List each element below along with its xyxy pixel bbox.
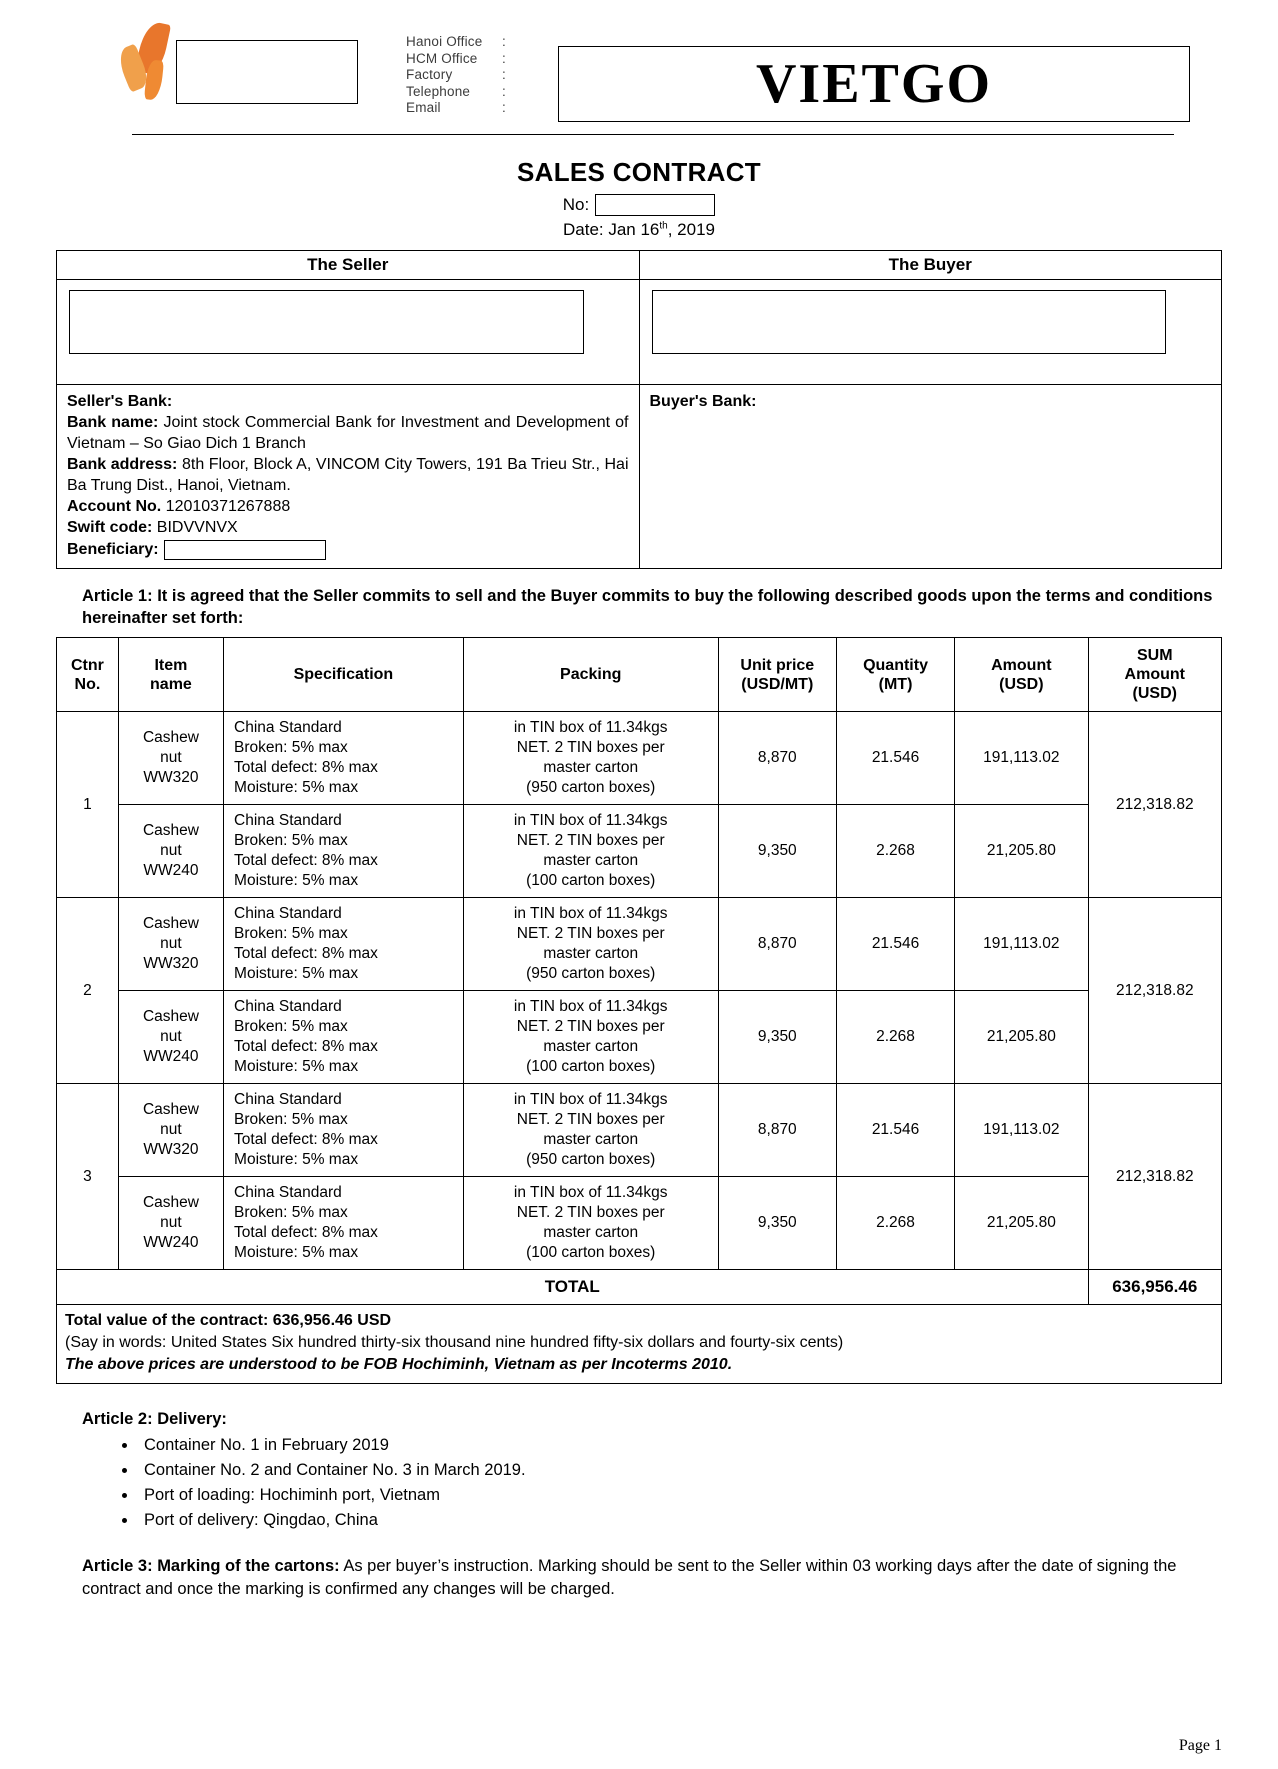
cell-amount: 191,113.02 — [955, 1084, 1088, 1177]
cell-sum-amount: 212,318.82 — [1088, 898, 1221, 1084]
contact-label: HCM Office — [406, 50, 478, 66]
cell-quantity: 2.268 — [836, 991, 954, 1084]
col-header-item-name: Item name — [118, 638, 223, 712]
totals-note — [56, 1305, 1222, 1384]
cell-ctnr-no: 2 — [57, 898, 119, 1084]
contract-date-sup: th — [659, 220, 668, 232]
article2-heading: Article 2: Delivery: — [82, 1410, 227, 1428]
cell-packing: in TIN box of 11.34kgs NET. 2 TIN boxes per master carton (100 carton boxes) — [463, 991, 718, 1084]
contact-label: Factory — [406, 67, 453, 82]
table-row — [57, 712, 1222, 805]
beneficiary-label: Beneficiary: — [67, 541, 159, 558]
cell-ctnr-no: 1 — [57, 712, 119, 898]
buyer-bank-label: Buyer's Bank: — [649, 393, 757, 410]
table-row — [57, 1177, 1222, 1270]
goods-table — [56, 637, 1222, 1305]
bank-address-value: 8th Floor, Block A, VINCOM City Towers, 191 Ba Trieu Str., Hai Ba Trung Dist., Hanoi, Vietnam. — [67, 456, 629, 494]
cell-unit-price: 9,350 — [718, 805, 836, 898]
article3 — [82, 1555, 1196, 1601]
logo-name-blank — [176, 40, 358, 104]
article3-text: As per buyer’s instruction. Marking should be sent to the Seller within 03 working days after the date of signing the contract and once the marking is confirmed any changes will be charged. — [82, 1557, 1177, 1598]
seller-info-input[interactable] — [69, 290, 584, 354]
contact-label: Telephone — [406, 83, 471, 99]
contact-row-factory: Factory : — [406, 67, 506, 82]
cell-ctnr-no: 3 — [57, 1084, 119, 1270]
letterhead — [56, 18, 1222, 122]
bank-name-label: Bank name: — [67, 414, 159, 431]
buyer-header: The Buyer — [639, 251, 1222, 280]
contact-block — [406, 34, 516, 117]
contact-row-hanoi: Hanoi Office : — [406, 34, 506, 49]
col-header-ctnr-no: Ctnr No. — [57, 638, 119, 712]
contact-row-hcm: HCM Office : — [406, 50, 506, 66]
cell-specification: China Standard Broken: 5% max Total defect: 8% max Moisture: 5% max — [224, 1084, 464, 1177]
account-label: Account No. — [67, 498, 162, 515]
col-header-quantity: Quantity (MT) — [836, 638, 954, 712]
seller-header: The Seller — [57, 251, 640, 280]
incoterms-note: The above prices are understood to be FOB Hochiminh, Vietnam as per Incoterms 2010. — [65, 1356, 733, 1373]
buyer-info-cell — [639, 280, 1222, 385]
cell-unit-price: 8,870 — [718, 712, 836, 805]
contact-row-telephone: Telephone : — [406, 83, 506, 99]
cell-sum-amount: 212,318.82 — [1088, 712, 1221, 898]
parties-table — [56, 250, 1222, 569]
table-row — [57, 991, 1222, 1084]
bank-name-value: Joint stock Commercial Bank for Investment and Development of Vietnam – So Giao Dich 1 Branch — [67, 414, 629, 452]
brand-name: VIETGO — [755, 53, 993, 115]
col-header-sum-amount: SUM Amount (USD) — [1088, 638, 1221, 712]
account-value: 12010371267888 — [165, 498, 291, 515]
swift-label: Swift code: — [67, 519, 153, 536]
contract-no-input[interactable] — [595, 194, 715, 216]
table-total-row — [57, 1270, 1222, 1305]
cell-packing: in TIN box of 11.34kgs NET. 2 TIN boxes per master carton (950 carton boxes) — [463, 1084, 718, 1177]
table-row — [57, 805, 1222, 898]
total-contract-value: 636,956.46 USD — [272, 1312, 392, 1329]
article2-bullets — [116, 1433, 1222, 1533]
contact-row-email: Email : — [406, 100, 506, 115]
total-label: TOTAL — [57, 1270, 1089, 1305]
seller-bank-cell — [57, 385, 640, 569]
contract-no-label: No: — [562, 195, 590, 214]
cell-amount: 21,205.80 — [955, 805, 1088, 898]
cell-item-name: Cashew nut WW320 — [118, 898, 223, 991]
cell-unit-price: 8,870 — [718, 898, 836, 991]
goods-table-header-row — [57, 638, 1222, 712]
contact-label: Hanoi Office — [406, 34, 483, 49]
cell-amount: 191,113.02 — [955, 898, 1088, 991]
total-contract-value-label: Total value of the contract: — [65, 1312, 269, 1329]
cell-quantity: 2.268 — [836, 1177, 954, 1270]
col-header-specification: Specification — [224, 638, 464, 712]
beneficiary-input[interactable] — [164, 540, 326, 560]
cell-unit-price: 8,870 — [718, 1084, 836, 1177]
contract-no-line — [56, 194, 1222, 216]
article3-heading: Article 3: Marking of the cartons: — [82, 1557, 340, 1575]
contract-date-suffix: , 2019 — [667, 220, 715, 239]
bank-address-label: Bank address: — [67, 456, 178, 473]
cell-specification: China Standard Broken: 5% max Total defect: 8% max Moisture: 5% max — [224, 805, 464, 898]
header-divider — [132, 134, 1174, 135]
cell-packing: in TIN box of 11.34kgs NET. 2 TIN boxes per master carton (100 carton boxes) — [463, 1177, 718, 1270]
cell-packing: in TIN box of 11.34kgs NET. 2 TIN boxes per master carton (950 carton boxes) — [463, 712, 718, 805]
cell-quantity: 21.546 — [836, 712, 954, 805]
page-number: Page 1 — [1178, 1737, 1222, 1754]
cell-item-name: Cashew nut WW320 — [118, 1084, 223, 1177]
list-item: • Container No. 2 and Container No. 3 in March 2019. — [138, 1458, 1222, 1483]
swift-value: BIDVVNVX — [156, 519, 238, 536]
col-header-packing: Packing — [463, 638, 718, 712]
table-row — [57, 1084, 1222, 1177]
col-header-unit-price: Unit price (USD/MT) — [718, 638, 836, 712]
table-row — [57, 898, 1222, 991]
brand-box — [558, 46, 1190, 122]
cell-item-name: Cashew nut WW320 — [118, 712, 223, 805]
cell-specification: China Standard Broken: 5% max Total defect: 8% max Moisture: 5% max — [224, 991, 464, 1084]
total-value: 636,956.46 — [1088, 1270, 1221, 1305]
contact-label: Email — [406, 100, 441, 115]
cell-packing: in TIN box of 11.34kgs NET. 2 TIN boxes per master carton (950 carton boxes) — [463, 898, 718, 991]
article1-text: Article 1: It is agreed that the Seller commits to sell and the Buyer commits to buy the following described goods upon the terms and conditions hereinafter set forth: — [82, 587, 1213, 627]
buyer-info-input[interactable] — [652, 290, 1167, 354]
cell-sum-amount: 212,318.82 — [1088, 1084, 1221, 1270]
cell-item-name: Cashew nut WW240 — [118, 805, 223, 898]
cell-amount: 191,113.02 — [955, 712, 1088, 805]
list-item: • Container No. 1 in February 2019 — [138, 1433, 1222, 1458]
list-item: • Port of delivery: Qingdao, China — [138, 1508, 1222, 1533]
contract-date — [56, 220, 1222, 240]
cell-quantity: 2.268 — [836, 805, 954, 898]
cell-specification: China Standard Broken: 5% max Total defect: 8% max Moisture: 5% max — [224, 1177, 464, 1270]
seller-bank-label: Seller's Bank: — [67, 393, 173, 410]
cell-item-name: Cashew nut WW240 — [118, 1177, 223, 1270]
total-in-words: (Say in words: United States Six hundred thirty-six thousand nine hundred fifty-six dollars and fourty-six cents) — [65, 1334, 844, 1351]
cell-item-name: Cashew nut WW240 — [118, 991, 223, 1084]
list-item: • Port of loading: Hochiminh port, Vietnam — [138, 1483, 1222, 1508]
cell-amount: 21,205.80 — [955, 991, 1088, 1084]
col-header-amount: Amount (USD) — [955, 638, 1088, 712]
cell-specification: China Standard Broken: 5% max Total defect: 8% max Moisture: 5% max — [224, 898, 464, 991]
cell-quantity: 21.546 — [836, 1084, 954, 1177]
seller-info-cell — [57, 280, 640, 385]
cell-unit-price: 9,350 — [718, 991, 836, 1084]
cell-packing: in TIN box of 11.34kgs NET. 2 TIN boxes per master carton (100 carton boxes) — [463, 805, 718, 898]
contract-date-prefix: Date: Jan 16 — [562, 220, 660, 239]
page-title: SALES CONTRACT — [517, 157, 761, 187]
cell-unit-price: 9,350 — [718, 1177, 836, 1270]
cell-specification: China Standard Broken: 5% max Total defect: 8% max Moisture: 5% max — [224, 712, 464, 805]
cell-quantity: 21.546 — [836, 898, 954, 991]
cell-amount: 21,205.80 — [955, 1177, 1088, 1270]
company-logo-icon — [116, 18, 188, 108]
buyer-bank-cell — [639, 385, 1222, 569]
